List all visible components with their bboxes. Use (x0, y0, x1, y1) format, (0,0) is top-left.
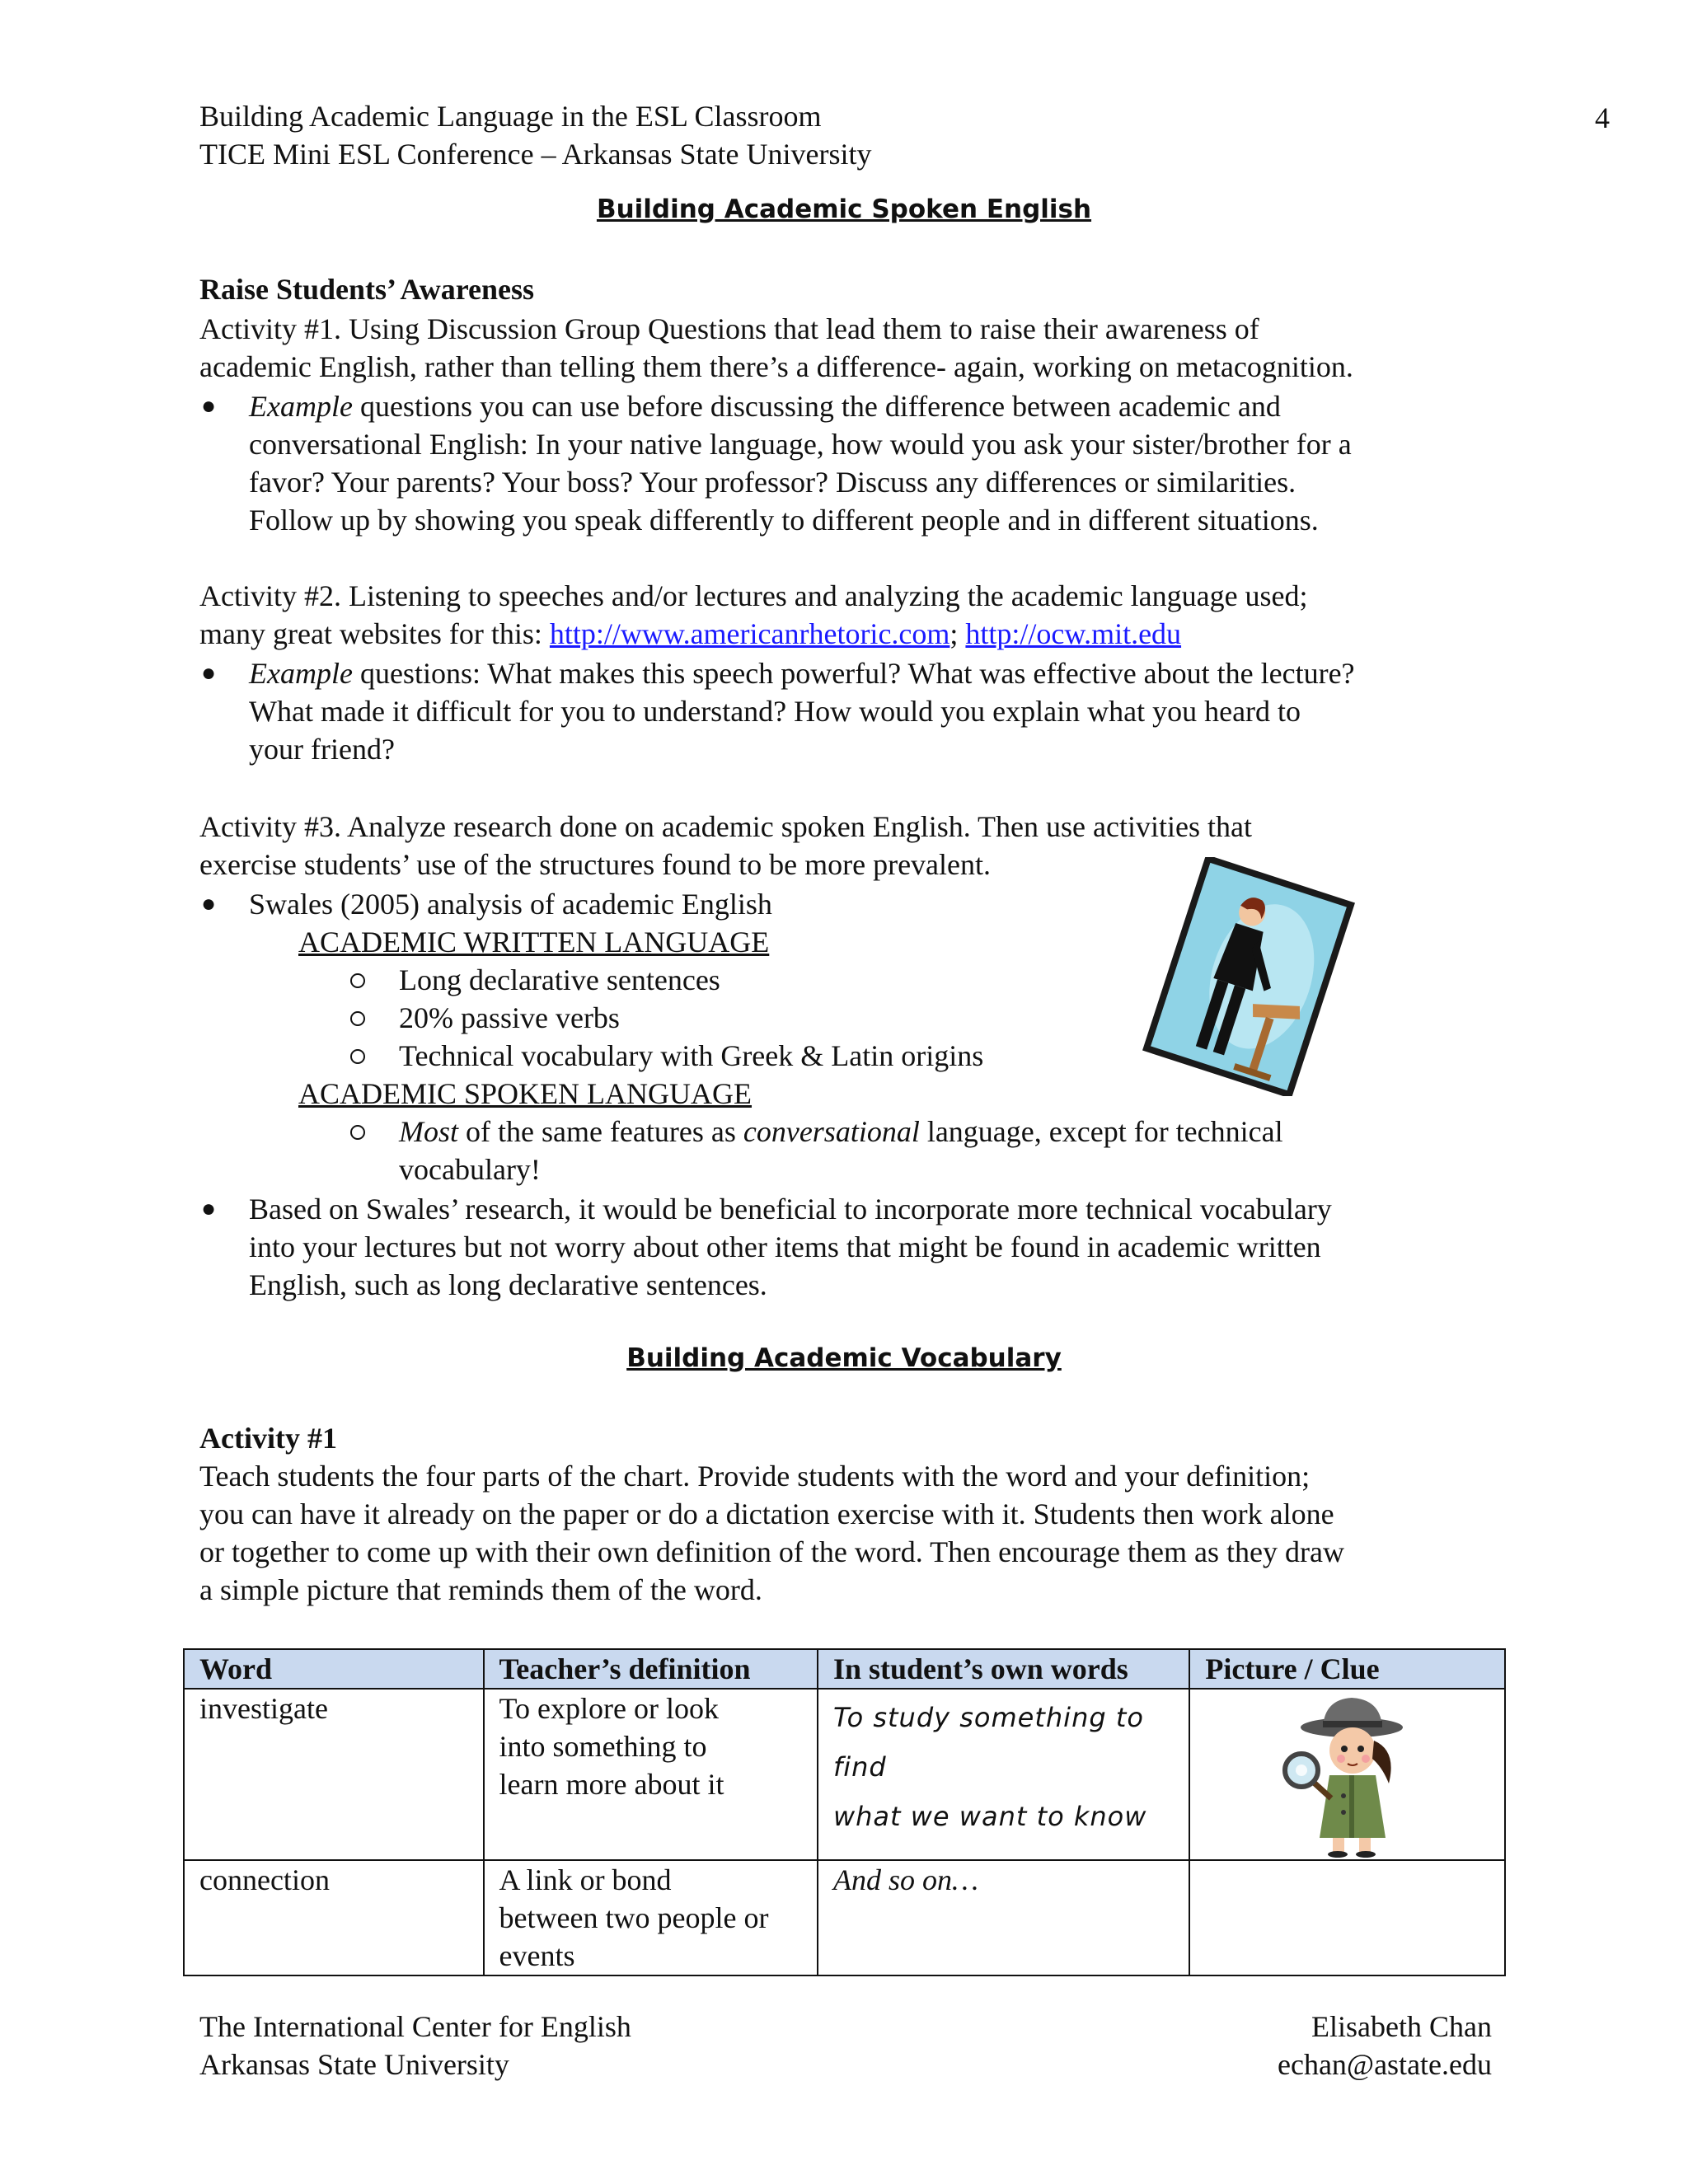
spoken-item: Most of the same features as conversational language, except for technical (399, 1115, 1283, 1148)
link-ocw-mit[interactable]: http://ocw.mit.edu (965, 617, 1182, 650)
activity1-bullet-line: Follow up by showing you speak differently to different people and in different situations. (249, 504, 1319, 537)
written-item: 20% passive verbs (399, 1001, 620, 1034)
page-number: 4 (1595, 101, 1610, 134)
circle-bullet-icon (350, 1125, 365, 1140)
picture-cell (1189, 1860, 1505, 1975)
bullet-dot: ● (201, 890, 217, 917)
definition-cell: A link or bond between two people or events (484, 1860, 818, 1975)
footer-email: echan@astate.edu (1277, 2048, 1492, 2081)
column-header: Picture / Clue (1189, 1649, 1505, 1689)
swales-research-line: Based on Swales’ research, it would be beneficial to incorporate more technical vocabulary (249, 1193, 1332, 1226)
header-subtitle: TICE Mini ESL Conference – Arkansas State University (199, 138, 872, 171)
example-label: Example (249, 657, 353, 690)
activity2-line: Activity #2. Listening to speeches and/or lectures and analyzing the academic language used; (199, 579, 1308, 612)
swales-research-line: English, such as long declarative sentences. (249, 1268, 767, 1301)
swales-research-line: into your lectures but not worry about other items that might be found in academic written (249, 1230, 1321, 1263)
student-words-cell: And so on… (818, 1860, 1189, 1975)
activity1-bullet-line: Example questions you can use before discussing the difference between academic and (249, 390, 1281, 423)
vocab-instructions-line: Teach students the four parts of the chart. Provide students with the word and your definition; (199, 1460, 1311, 1493)
activity1-line: Activity #1. Using Discussion Group Questions that lead them to raise their awareness of (199, 312, 1259, 345)
header-title: Building Academic Language in the ESL Classroom (199, 100, 822, 133)
circle-bullet-icon (350, 1049, 365, 1064)
footer-author: Elisabeth Chan (1311, 2010, 1492, 2043)
section-title-vocabulary: Building Academic Vocabulary (626, 1343, 1062, 1373)
activity2-bullet-line: your friend? (249, 733, 395, 766)
activity1-bullet-line: conversational English: In your native language, how would you ask your sister/brother for a (249, 428, 1352, 461)
written-item: Technical vocabulary with Greek & Latin origins (399, 1039, 984, 1072)
written-language-heading: ACADEMIC WRITTEN LANGUAGE (298, 926, 770, 958)
section-title-spoken: Building Academic Spoken English (596, 194, 1092, 224)
subheading-activity1: Activity #1 (199, 1422, 337, 1455)
detective-clipart (1265, 1693, 1430, 1858)
swales-bullet: Swales (2005) analysis of academic English (249, 888, 772, 921)
vocab-instructions-line: a simple picture that reminds them of the word. (199, 1573, 762, 1606)
circle-bullet-icon (350, 973, 365, 988)
lecturer-clipart (1137, 857, 1360, 1096)
column-header: In student’s own words (818, 1649, 1189, 1689)
footer-org: The International Center for English (199, 2010, 631, 2043)
table-header-row (184, 1649, 1505, 1689)
vocab-instructions-line: or together to come up with their own definition of the word. Then encourage them as they draw (199, 1535, 1344, 1568)
table-row (184, 1689, 1505, 1860)
activity3-line: exercise students’ use of the structures found to be more prevalent. (199, 848, 992, 881)
spoken-item-cont: vocabulary! (399, 1153, 541, 1186)
bullet-dot: ● (201, 392, 217, 419)
definition-cell: To explore or look into something to learn more about it (484, 1689, 818, 1860)
word-cell: connection (184, 1860, 484, 1975)
picture-cell (1189, 1689, 1505, 1860)
activity2-bullet-line: What made it difficult for you to understand? How would you explain what you heard to (249, 695, 1301, 728)
subheading-awareness: Raise Students’ Awareness (199, 273, 535, 306)
activity1-line: academic English, rather than telling them there’s a difference- again, working on metacognition. (199, 350, 1353, 383)
activity2-bullet-line: Example questions: What makes this speech powerful? What was effective about the lecture? (249, 657, 1355, 690)
word-cell: investigate (184, 1689, 484, 1860)
vocab-instructions-line: you can have it already on the paper or do a dictation exercise with it. Students then work alone (199, 1497, 1334, 1530)
footer-university: Arkansas State University (199, 2048, 509, 2081)
written-item: Long declarative sentences (399, 963, 720, 996)
example-label: Example (249, 390, 353, 423)
vocabulary-table (183, 1648, 1506, 1976)
spoken-language-heading: ACADEMIC SPOKEN LANGUAGE (298, 1077, 753, 1110)
activity1-bullet-line: favor? Your parents? Your boss? Your professor? Discuss any differences or similarities. (249, 466, 1296, 499)
bullet-dot: ● (201, 659, 217, 687)
link-americanrhetoric[interactable]: http://www.americanrhetoric.com (549, 617, 950, 650)
circle-bullet-icon (350, 1011, 365, 1026)
column-header: Teacher’s definition (484, 1649, 818, 1689)
table-row (184, 1860, 1505, 1975)
bullet-dot: ● (201, 1195, 217, 1222)
activity2-links-line: many great websites for this: http://www.americanrhetoric.com; http://ocw.mit.edu (199, 617, 1182, 650)
column-header: Word (184, 1649, 484, 1689)
student-words-cell: To study something to find what we want to know (818, 1689, 1189, 1860)
activity3-line: Activity #3. Analyze research done on academic spoken English. Then use activities that (199, 810, 1252, 843)
